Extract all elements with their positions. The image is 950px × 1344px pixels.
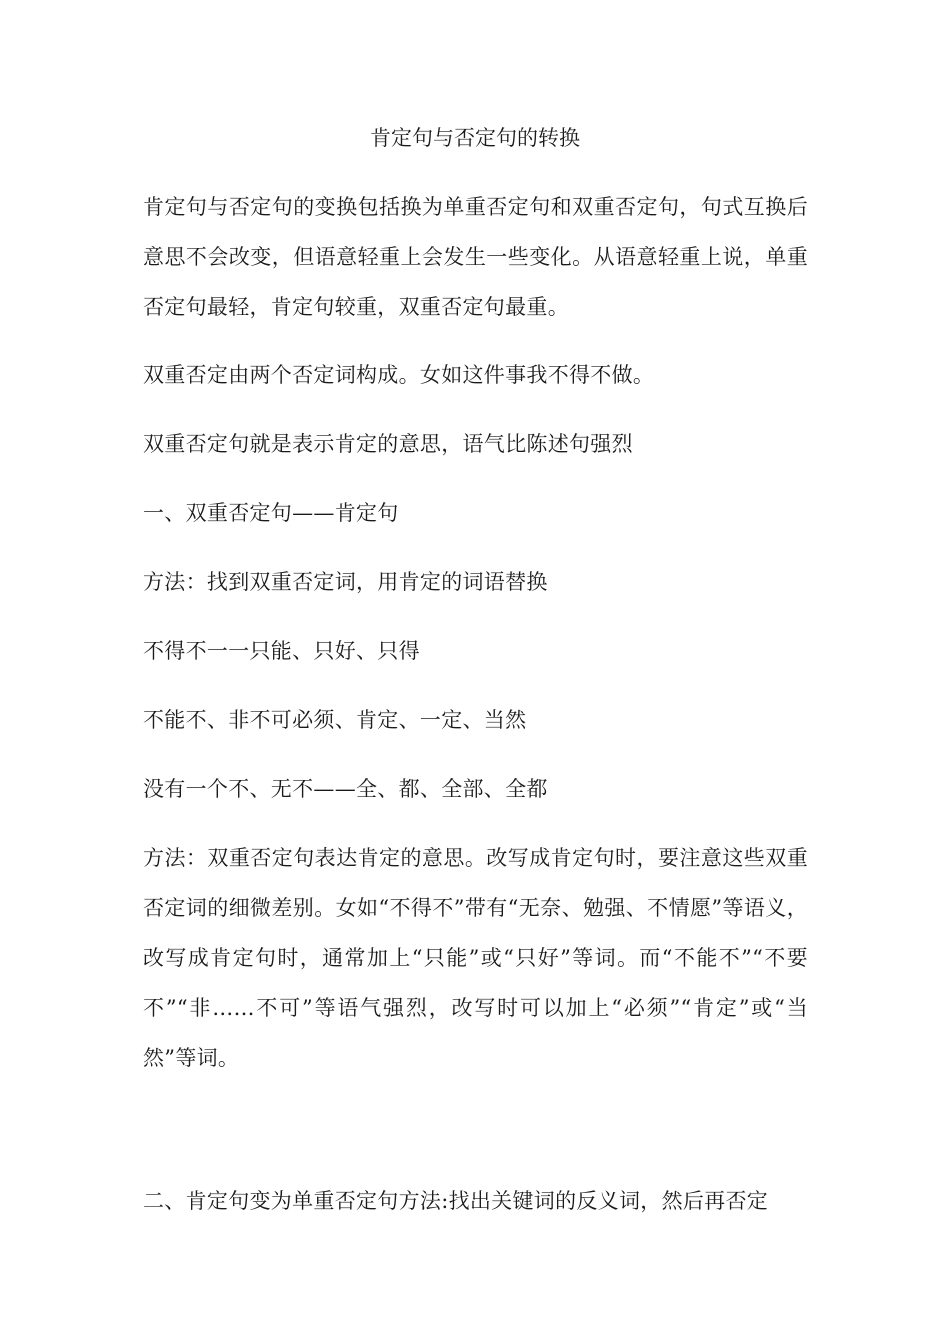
paragraph-method-2: 方法：双重否定句表达肯定的意思。改写成肯定句时，要注意这些双重否定词的细微差别。女如“不得不”带有“无奈、勉强、不情愿”等语义，改写成肯定句时，通常加上“只能”或“只好”等词。而“不能不”“不要不”“非……不可”等语气强烈，改写时可以加上“必须”“肯定”或“当然”等词。 <box>143 846 808 1070</box>
paragraph-intro: 肯定句与否定句的变换包括换为单重否定句和双重否定句，句式互换后意思不会改变，但语意轻重上会发生一些变化。从语意轻重上说，单重否定句最轻，肯定句较重，双重否定句最重。 <box>143 195 808 319</box>
section-heading-2: 二、肯定句变为单重否定句方法:找出关键词的反义词，然后再否定 <box>143 1189 769 1213</box>
paragraph-method-1: 方法：找到双重否定词，用肯定的词语替换 <box>143 570 548 594</box>
paragraph-rule-3: 没有一个不、无不——全、都、全部、全都 <box>143 777 548 801</box>
paragraph-double-negative-meaning: 双重否定句就是表示肯定的意思，语气比陈述句强烈 <box>143 432 633 456</box>
paragraph-double-negative-definition: 双重否定由两个否定词构成。女如这件事我不得不做。 <box>143 363 655 387</box>
document-title: 肯定句与否定句的转换 <box>370 126 580 150</box>
paragraph-rule-1: 不得不一一只能、只好、只得 <box>143 639 420 663</box>
paragraph-rule-2: 不能不、非不可必须、肯定、一定、当然 <box>143 708 527 732</box>
section-heading-1: 一、双重否定句——肯定句 <box>143 501 399 525</box>
